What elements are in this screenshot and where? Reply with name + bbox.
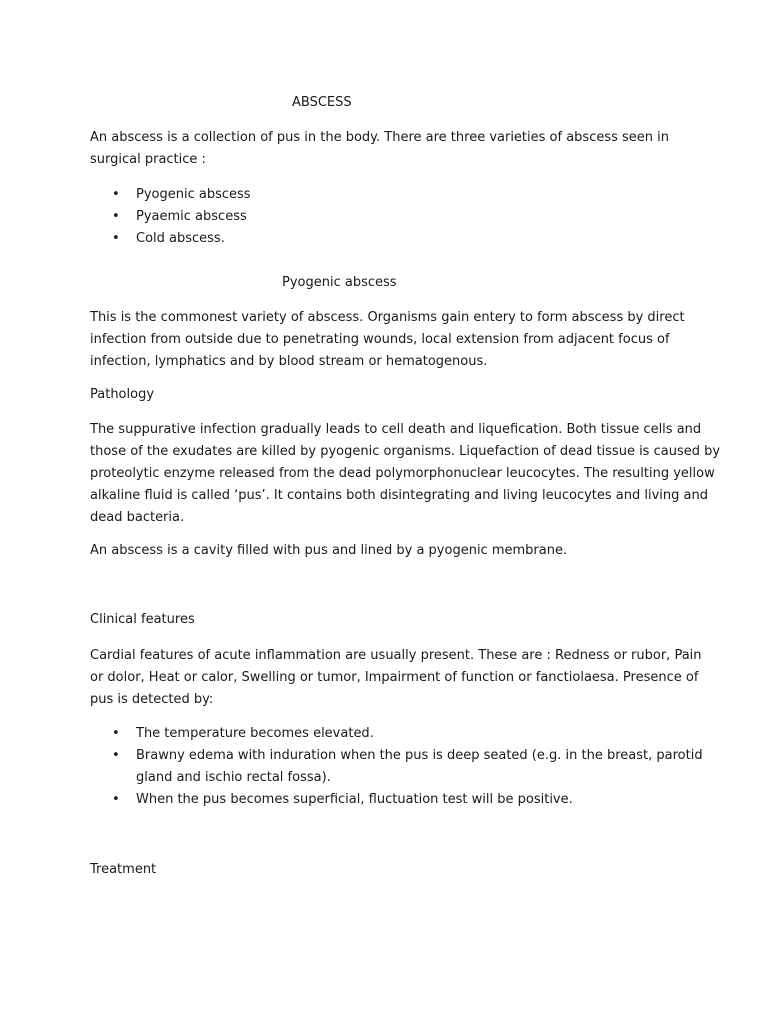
bullet-icon: •	[112, 726, 120, 741]
bullet-icon: •	[112, 231, 120, 246]
list-item-text: The temperature becomes elevated.	[136, 726, 374, 741]
list-item-text: Cold abscess.	[136, 231, 225, 246]
bullet-icon: •	[112, 748, 120, 763]
paragraph-line: or dolor, Heat or calor, Swelling or tumor, Impairment of function or fanctiolaesa. Presence of	[90, 670, 699, 685]
paragraph-line: infection, lymphatics and by blood stream or hematogenous.	[90, 354, 488, 369]
list-item-text: Pyogenic abscess	[136, 187, 251, 202]
paragraph-line: Cardial features of acute inflammation are usually present. These are : Redness or rubor, Pain	[90, 648, 702, 663]
intro-line: An abscess is a collection of pus in the body. There are three varieties of abscess seen in	[90, 130, 670, 145]
paragraph-line: This is the commonest variety of abscess. Organisms gain entery to form abscess by direct	[90, 310, 685, 325]
pyogenic-heading: Pyogenic abscess	[282, 275, 397, 290]
pathology-paragraph	[90, 419, 721, 529]
paragraph-line: The suppurative infection gradually leads to cell death and liquefication. Both tissue cells and	[90, 422, 702, 437]
intro-line: surgical practice :	[90, 152, 206, 167]
list-item-text: Brawny edema with induration when the pus is deep seated (e.g. in the breast, parotid	[136, 748, 703, 763]
list-item	[90, 206, 700, 228]
list-item-text: gland and ischio rectal fossa).	[136, 770, 331, 785]
list-item	[90, 184, 700, 206]
varieties-list	[90, 184, 700, 250]
pyogenic-paragraph	[90, 307, 690, 373]
paragraph-line: infection from outside due to penetrating wounds, local extension from adjacent focus of	[90, 332, 670, 347]
pathology-heading: Pathology	[90, 387, 155, 402]
clinical-heading: Clinical features	[90, 612, 195, 627]
paragraph-line: dead bacteria.	[90, 510, 185, 525]
treatment-heading: Treatment	[90, 862, 157, 877]
paragraph-line: those of the exudates are killed by pyogenic organisms. Liquefaction of dead tissue is caused by	[90, 444, 721, 459]
list-item	[90, 723, 700, 745]
paragraph-line: alkaline fluid is called ‘pus’. It contains both disintegrating and living leucocytes and living and	[90, 488, 709, 503]
signs-list	[90, 723, 703, 811]
list-item	[90, 745, 703, 789]
list-item	[90, 228, 700, 250]
paragraph-line: proteolytic enzyme released from the dead polymorphonuclear leucocytes. The resulting yellow	[90, 466, 715, 481]
bullet-icon: •	[112, 792, 120, 807]
clinical-paragraph	[90, 645, 702, 711]
cavity-paragraph: An abscess is a cavity filled with pus and lined by a pyogenic membrane.	[90, 543, 568, 558]
intro-paragraph	[90, 127, 690, 171]
paragraph-line: pus is detected by:	[90, 692, 214, 707]
list-item-text: When the pus becomes superficial, fluctuation test will be positive.	[136, 792, 573, 807]
list-item-text: Pyaemic abscess	[136, 209, 247, 224]
bullet-icon: •	[112, 187, 120, 202]
list-item	[90, 789, 700, 811]
document-title: ABSCESS	[292, 95, 352, 110]
bullet-icon: •	[112, 209, 120, 224]
